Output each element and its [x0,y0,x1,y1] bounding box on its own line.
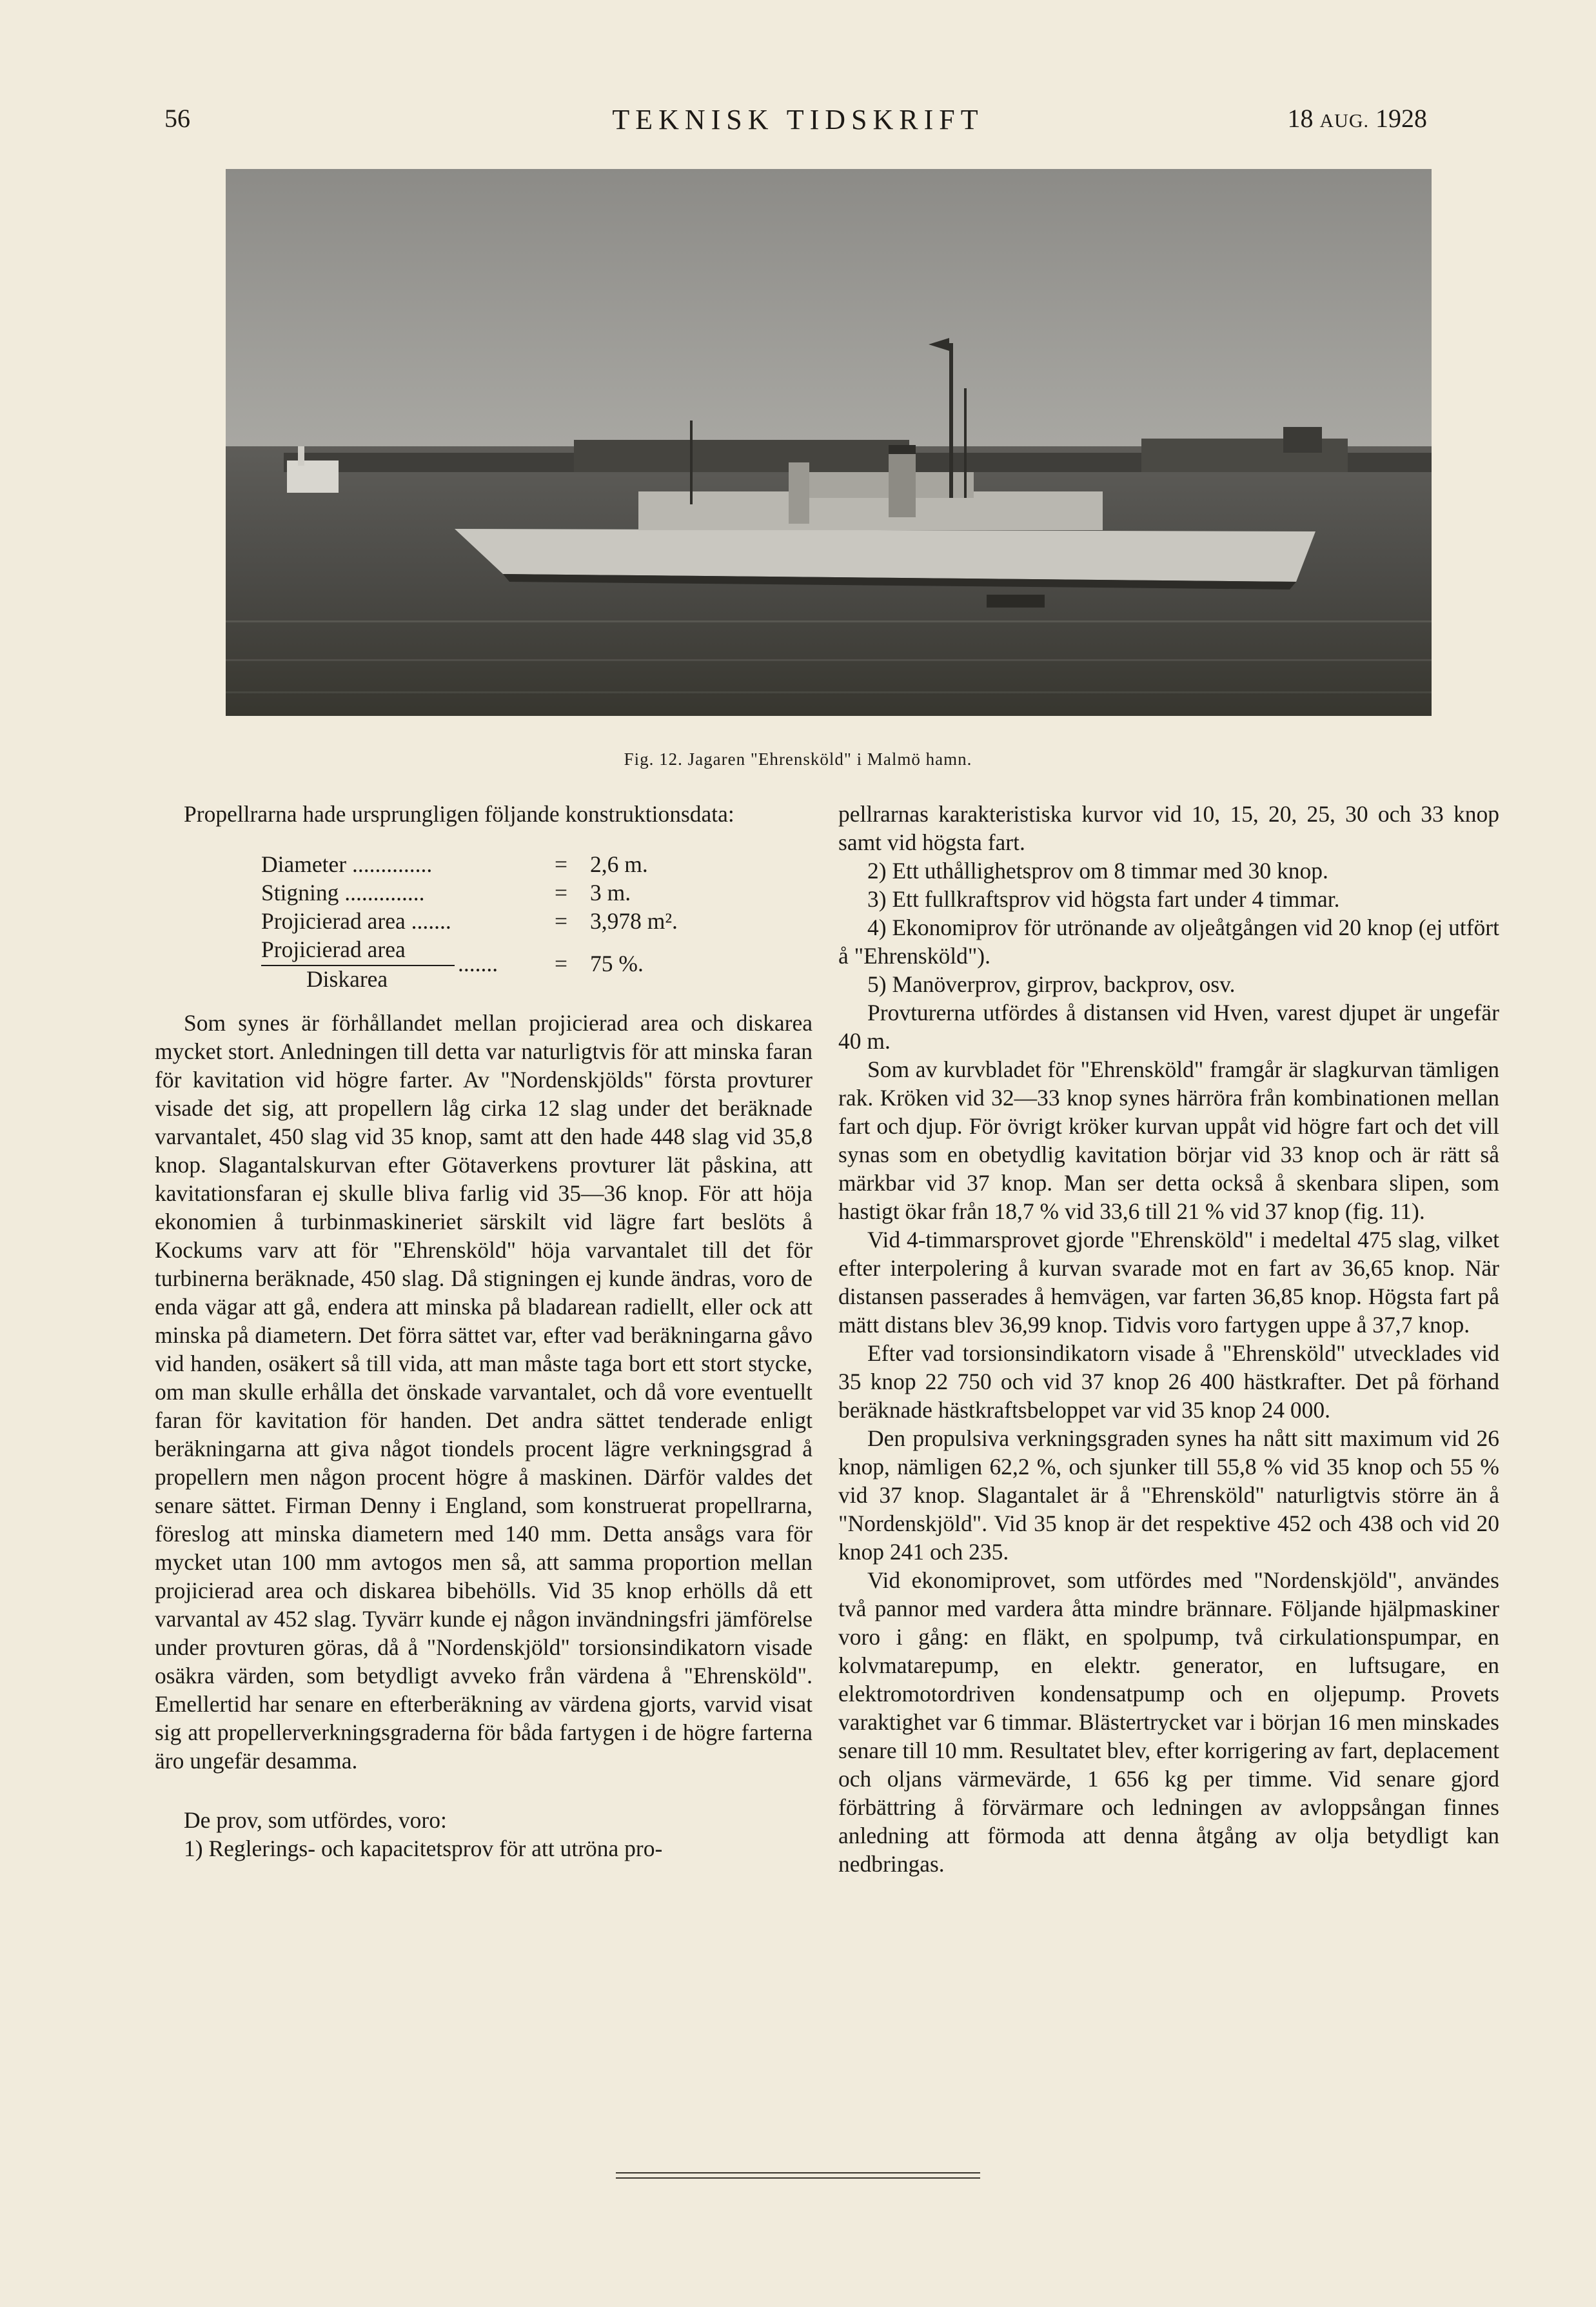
issue-year: 1928 [1375,104,1427,133]
ratio-eq: = [555,951,568,976]
right-paragraph: Vid ekonomiprovet, som utfördes med "Nordenskjöld", användes två pannor med vardera åtta mindre brännare. Följande hjälpmaskiner voro i gång: en fläkt, en spolpump, två cirkulationspumpar, en kolvmatarepump, en elektr. generator, en luftsugare, en elektromotordriven kondensatpump och en oljepump. Provets varaktighet var 6 timmar. Blästertrycket var i början 16 men minskades senare till 10 mm. Resultatet blev, efter korrigering av fart, deplacement och oljans värmevärde, 1 656 kg per timme. Vid senare gjord förbättring å förvärmare och ledningen av avloppsångan finnes anledning att förmoda att denna åtgång av olja betydligt kan nedbringas. [838,1567,1499,1877]
test-item: 5) Manöverprov, girprov, backprov, osv. [867,971,1236,997]
left-paragraph: 1) Reglerings- och kapacitetsprov för att utröna pro- [184,1836,663,1861]
ship-photo [226,169,1432,716]
data-row [261,878,713,907]
data-eq: = [555,908,568,934]
page-number: 56 [164,104,190,133]
ratio-dots: ....... [458,951,498,976]
right-column [838,800,1499,1878]
left-intro: Propellrarna hade ursprungligen följande konstruktionsdata: [184,801,734,827]
data-row [261,850,713,878]
left-paragraph: De prov, som utfördes, voro: [184,1807,447,1833]
data-row [261,907,713,935]
data-label: Stigning .............. [261,880,425,906]
data-value: 3 m. [590,880,631,906]
ship-photo-illustration [226,169,1432,716]
test-item: 4) Ekonomiprov för utrönande av oljeåtgången vid 20 knop (ej utfört å "Ehrensköld"). [838,915,1499,969]
data-eq: = [555,880,568,906]
issue-month: AUG. [1319,110,1369,132]
right-paragraph: Efter vad torsionsindikatorn visade å "Ehrensköld" utvecklades vid 35 knop 22 750 och vid 37 knop 26 400 hästkrafter. Det på förhand beräknade hästkraftsbeloppet var vid 35 knop 24 000. [838,1340,1499,1423]
right-paragraph: Den propulsiva verkningsgraden synes ha nått sitt maximum vid 26 knop, nämligen 62,2 %, och sjunker till 55,8 % vid 35 knop och 55 % vid 37 knop. Slagantalet är å "Ehrensköld" naturligtvis större än å "Nordenskjöld". Vid 35 knop är det respektive 452 och 438 och vid 20 knop 241 och 235. [838,1425,1499,1565]
issue-day: 18 [1287,104,1314,133]
left-column [155,800,813,1863]
ratio-numerator: Projicierad area [261,936,406,962]
test-item: 3) Ett fullkraftsprov vid högsta fart under 4 timmar. [867,886,1340,912]
end-rule [616,2177,980,2179]
test-item: 2) Ett uthållighetsprov om 8 timmar med 30 knop. [867,858,1328,884]
ratio-fraction [261,935,555,992]
data-value: 2,6 m. [590,851,648,877]
ratio-row [261,935,713,992]
propeller-data-table [261,850,713,992]
ratio-value: 75 %. [590,951,644,976]
journal-title: TEKNISK TIDSKRIFT [612,104,984,135]
ratio-denominator: Diskarea [306,966,388,992]
left-paragraph: Som synes är förhållandet mellan projicierad area och diskarea mycket stort. Anledningen till detta var naturligtvis för att minska faran för kavitation vid högre farter. Av "Nordenskjölds" första provturer visade det sig, att propellern låg cirka 12 slag under det beräknade varvantalet, 450 slag vid 35 knop, samt att den hade 448 slag vid 35,8 knop. Slagantalskurvan efter Götaverkens provturer lät påskina, att kavitationsfaran ej skulle bliva farlig vid 35—36 knop. För att höja ekonomien å turbinmaskineriet särskilt vid lägre fart beslöts å Kockums varv att för "Ehrensköld" höja varvantalet till det för turbinerna beräknade, 450 slag. Då stigningen ej kunde ändras, voro de enda vägar att gå, endera att minska på bladarean radiellt, eller ock att minska på diametern. Det förra sättet var, efter vad beräkningarna gåvo vid handen, osäkert så till vida, att man måste taga bort ett stort stycke, om man skulle erhålla det önskade varvantalet, och då vore eventuellt faran för kavitation för handen. Det andra sättet tenderade enligt beräkningarna att giva något tiondels procent lägre verkningsgrad å propellern men någon procent högre å maskinen. Därför valdes det senare sättet. Firman Denny i England, som konstruerat propellrarna, föreslog att minska diametern med 140 mm. Detta ansågs vara för mycket utan 100 mm avtogos men så, att samma proportion mellan projicierad area och diskarea bibehölls. Vid 35 knop erhölls då ett varvantal av 452 slag. Tyvärr kunde ej någon invändningsfri jämförelse under provturen göras, då å "Nordenskjöld" torsionsindikatorn visade osäkra värden, som betydligt avveko från värdena å "Ehrensköld". Emellertid har senare en efterberäkning av värdena gjorts, varvid visat sig att propellerverkningsgraderna för båda fartygen i de högre farterna äro ungefär desamma. [155,1010,813,1774]
end-rule [616,2172,980,2173]
data-label: Projicierad area ....... [261,908,451,934]
data-label: Diameter .............. [261,851,433,877]
data-value: 3,978 m². [590,908,678,934]
right-paragraph: Provturerna utfördes å distansen vid Hven, varest djupet är ungefär 40 m. [838,1000,1499,1054]
right-paragraph: pellrarnas karakteristiska kurvor vid 10, 15, 20, 25, 30 och 33 knop samt vid högsta fart. [838,801,1499,855]
issue-date [1288,103,1428,134]
data-eq: = [555,851,568,877]
figure-caption: Fig. 12. Jagaren "Ehrensköld" i Malmö hamn. [624,749,972,769]
right-paragraph: Som av kurvbladet för "Ehrensköld" framgår är slagkurvan tämligen rak. Kröken vid 32—33 knop synes härröra från kombinationen mellan fart och djup. För övrigt kröker kurvan uppåt vid högre fart och det vill synas som en obetydlig kavitation börjar vid 33 knop och är rätt så märkbar vid 37 knop. Man ser detta också å skenbara slipen, som hastigt ökar från 18,7 % vid 33,6 till 21 % vid 37 knop (fig. 11). [838,1056,1499,1224]
right-paragraph: Vid 4-timmarsprovet gjorde "Ehrensköld" i medeltal 475 slag, vilket efter interpolering å kurvan svarade mot en fart av 36,65 knop. När distansen passerades å hemvägen, var farten 36,85 knop. Högsta fart på mätt distans blev 36,99 knop. Tidvis voro fartygen uppe å 37,7 knop. [838,1227,1499,1338]
